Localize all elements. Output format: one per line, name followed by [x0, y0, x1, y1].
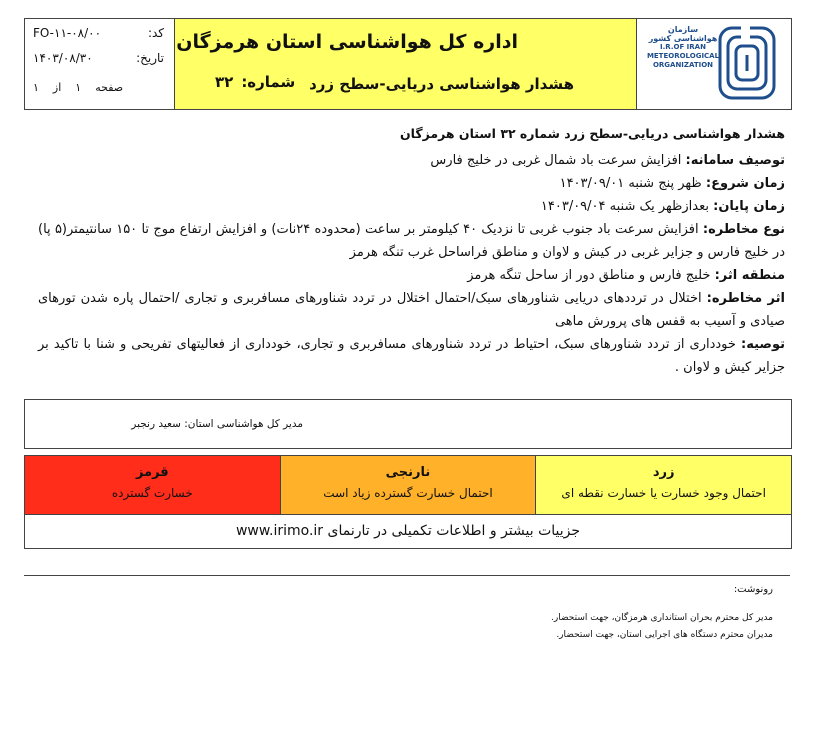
page-indicator [33, 81, 123, 94]
level-red [25, 456, 281, 514]
warning-body [38, 122, 785, 379]
footer-divider [24, 575, 790, 576]
warning-number [215, 73, 295, 91]
cc-list [551, 610, 773, 644]
code-value: FO-۱۱-۰۸/۰۰ [33, 26, 102, 40]
end-label: زمان پایان: [713, 199, 785, 214]
more-info-row [25, 515, 791, 548]
document-meta [25, 19, 175, 109]
header-title-panel [175, 19, 637, 109]
description-label: توصیف سامانه: [685, 153, 785, 168]
logo-text [645, 25, 721, 70]
page-row [33, 81, 164, 94]
logo-text-en-1: I.R.OF IRAN [660, 43, 706, 51]
date-row [33, 51, 164, 65]
website-link[interactable]: www.irimo.ir [235, 523, 324, 539]
description-line [38, 149, 785, 172]
level-orange-name: نارنجی [385, 465, 431, 480]
page-total: ۱ [33, 81, 39, 94]
level-red-name: قرمز [135, 465, 169, 480]
hazard-label: نوع مخاطره: [702, 222, 786, 237]
level-yellow-name: زرد [652, 465, 675, 480]
advice-label: توصیه: [741, 337, 785, 352]
page-num: ۱ [75, 81, 82, 94]
level-yellow-desc: احتمال وجود خسارت یا خسارت نقطه ای [561, 486, 766, 500]
cc-item: مدیران محترم دستگاه های اجرایی استان، جهت استحضار. [556, 630, 773, 640]
hazard-text: افزایش سرعت باد جنوب غربی تا نزدیک ۴۰ کیلومتر بر ساعت (محدوده ۲۴نات) و افزایش ارتفاع موج تا ۱۵۰ سانتیمتر(۵ پا) در خلیج فارس و جزایر غربی در کیش و لاوان و مناطق فراساحل غرب تنگه هرمز [38, 222, 785, 260]
effect-label: اثر مخاطره: [706, 291, 785, 306]
date-value: ۱۴۰۳/۰۸/۳۰ [33, 51, 93, 65]
level-yellow [536, 456, 791, 514]
code-label: کد: [147, 26, 164, 40]
area-label: منطقه اثر: [714, 268, 785, 283]
warning-heading: هشدار هواشناسی دریایی-سطح زرد شماره ۳۲ استان هرمزگان [399, 126, 785, 141]
area-line [38, 264, 785, 287]
number-value: ۳۲ [215, 73, 234, 91]
organization-logo [637, 19, 791, 109]
effect-line [38, 287, 785, 333]
advice-text: خودداری از تردد شناورهای سبک، احتیاط در تردد شناورهای مسافربری و تجاری، خودداری از فعالیتهای تفریحی و شنا با تاکید بر جزایر کیش و لاوان . [38, 337, 785, 375]
start-text: ظهر پنج شنبه ۱۴۰۳/۰۹/۰۱ [559, 176, 702, 191]
cc-label: رونوشت: [733, 584, 773, 595]
start-line [38, 172, 785, 195]
date-label: تاریخ: [136, 51, 164, 65]
page-title: اداره کل هواشناسی استان هرمزگان [176, 31, 518, 53]
warning-subtitle: هشدار هواشناسی دریایی-سطح زرد [309, 75, 574, 93]
levels-row [25, 456, 791, 515]
area-text: خلیج فارس و مناطق دور از ساحل تنگه هرمز [467, 268, 711, 283]
description-text: افزایش سرعت باد شمال غربی در خلیج فارس [430, 153, 682, 168]
effect-text: اختلال در ترددهای دریایی شناورهای سبک/احتمال اختلال در تردد شناورهای مسافربری و تجاری /احتمال پاره شدن تورهای صیادی و آسیب به قفس های پرورش ماهی [38, 291, 785, 329]
warning-levels-table [24, 455, 792, 549]
signature-text: مدیر کل هواشناسی استان: سعید رنجبر [131, 418, 303, 430]
advice-line [38, 333, 785, 379]
level-red-desc: خسارت گسترده [111, 486, 193, 500]
hazard-line [38, 218, 785, 264]
logo-text-fa: سازمان هواشناسی کشور [648, 25, 718, 43]
level-orange [281, 456, 537, 514]
document-header [24, 18, 792, 110]
number-label: شماره: [241, 73, 296, 91]
end-text: بعدازظهر یک شنبه ۱۴۰۳/۰۹/۰۴ [540, 199, 709, 214]
code-row [33, 26, 164, 40]
level-orange-desc: احتمال خسارت گسترده زیاد است [323, 486, 493, 500]
page-of: از [52, 81, 62, 94]
more-info-text: جزییات بیشتر و اطلاعات تکمیلی در تارنمای [327, 523, 581, 539]
logo-text-en-3: ORGANIZATION [652, 61, 714, 69]
page-label: صفحه [95, 81, 124, 94]
start-label: زمان شروع: [705, 176, 785, 191]
end-line [38, 195, 785, 218]
signature-box [24, 399, 792, 449]
logo-text-en-2: METEOROLOGICAL [646, 52, 720, 60]
spiral-logo-icon [717, 25, 777, 101]
cc-item: مدیر کل محترم بحران استانداری هرمزگان، جهت استحضار. [551, 613, 773, 623]
